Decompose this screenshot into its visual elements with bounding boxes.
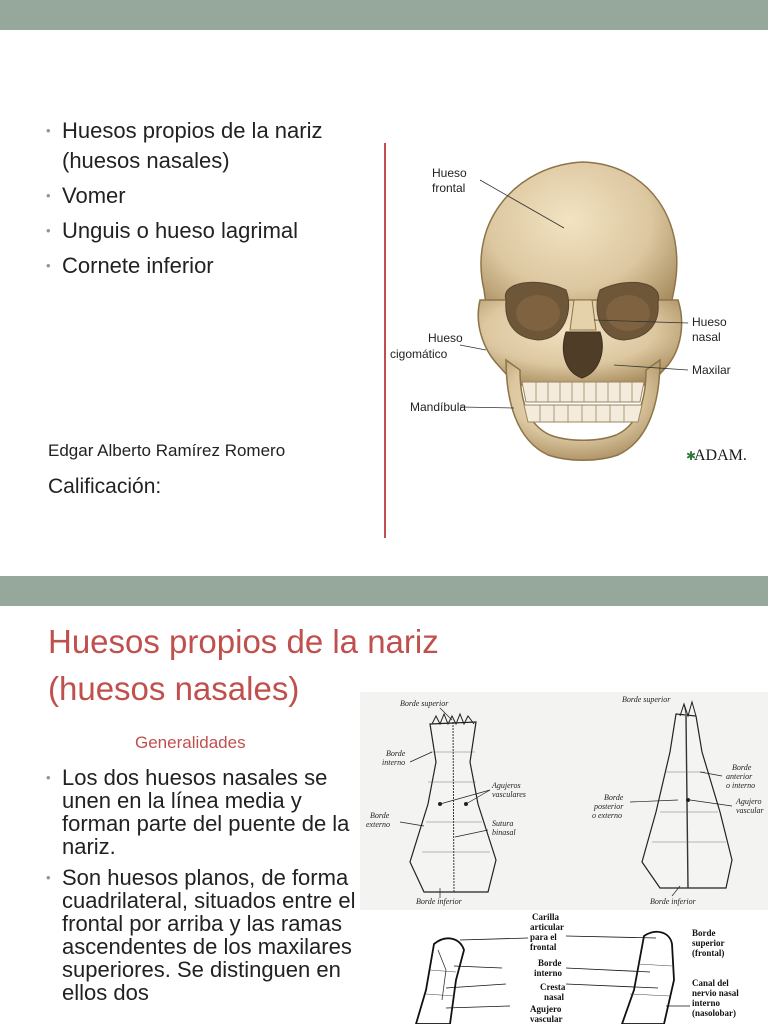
svg-text:Borde: Borde [732,763,752,772]
svg-text:binasal: binasal [492,828,516,837]
svg-text:articular: articular [530,922,564,932]
svg-text:(nasolobar): (nasolobar) [692,1008,737,1018]
svg-text:interno: interno [692,998,720,1008]
svg-text:Borde inferior: Borde inferior [416,897,462,906]
adam-logo: ADAM. [694,447,747,464]
svg-text:anterior: anterior [726,772,753,781]
svg-text:cigomático: cigomático [390,347,448,361]
svg-text:Sutura: Sutura [492,819,514,828]
svg-text:Mandíbula: Mandíbula [410,400,467,414]
bullet-dot-icon: • [46,223,51,238]
svg-text:Borde superior: Borde superior [622,695,671,704]
bullet-dot-icon: • [46,188,51,203]
slide2-title: Huesos propios de la nariz (huesos nasales) [48,623,439,707]
svg-text:o interno: o interno [726,781,756,790]
bullet-item: • Unguis o hueso lagrimal [46,216,376,246]
bullet-dot-icon: • [46,770,51,785]
bullet-item: • Son huesos planos, de forma cuadrilateral, situados entre el frontal por arriba y las ramas ascendentes de los maxilares superiores. Se distinguen en ellos dos [46,865,356,1005]
svg-text:Agujero: Agujero [736,797,762,806]
bullet-item: • Vomer [46,181,376,211]
svg-text:frontal: frontal [432,181,466,195]
svg-text:para el: para el [530,932,557,942]
svg-text:superior: superior [692,938,725,948]
slide-gap [0,562,768,576]
svg-text:vasculares: vasculares [492,790,526,799]
grade-label: Calificación: [48,475,162,498]
svg-text:nervio nasal: nervio nasal [692,988,739,998]
svg-text:o externo: o externo [592,811,622,820]
header-bar [0,576,768,606]
svg-text:Cresta: Cresta [540,982,566,992]
divider-line [384,143,386,538]
nasal-bone-figure-bottom [360,910,768,1024]
svg-text:Hueso: Hueso [692,315,727,329]
bullet-dot-icon: • [46,123,51,138]
svg-text:vascular: vascular [736,806,764,815]
svg-text:posterior: posterior [594,802,624,811]
svg-text:Borde inferior: Borde inferior [650,897,696,906]
bullet-dot-icon: • [46,258,51,273]
bullet-item: • Los dos huesos nasales se unen en la línea media y forman parte del puente de la nariz. [46,765,350,859]
svg-text:Agujero: Agujero [530,1004,562,1014]
bullet-item: • Cornete inferior [46,251,376,281]
svg-text:Borde: Borde [386,749,406,758]
slide2-bullet-list [46,766,364,1012]
svg-text:nasal: nasal [692,330,721,344]
svg-text:externo: externo [366,820,390,829]
svg-text:nasal: nasal [544,992,565,1002]
svg-text:Hueso: Hueso [428,331,463,345]
adam-star-icon: ✱ [686,449,697,463]
bullet-item: • Huesos propios de la nariz (huesos nasales) [46,118,323,173]
svg-text:(frontal): (frontal) [692,948,725,958]
svg-text:Maxilar: Maxilar [692,363,731,377]
slide2-subtitle: Generalidades [135,733,246,752]
svg-text:Agujeros: Agujeros [492,781,521,790]
svg-text:Borde: Borde [538,958,562,968]
svg-text:Borde superior: Borde superior [400,699,449,708]
bullet-dot-icon: • [46,870,51,885]
svg-text:Borde: Borde [370,811,390,820]
svg-text:interno: interno [534,968,562,978]
svg-text:vascular: vascular [530,1014,563,1024]
svg-text:Carilla: Carilla [532,912,559,922]
skull-illustration [388,150,768,480]
svg-text:Borde: Borde [604,793,624,802]
svg-text:Canal del: Canal del [692,978,729,988]
svg-text:Borde: Borde [692,928,716,938]
slide1-bullet-list [46,116,376,286]
nasal-bone-figure-top [360,692,768,910]
header-bar [0,0,768,30]
svg-text:frontal: frontal [530,942,557,952]
svg-text:interno: interno [382,758,406,767]
author-name: Edgar Alberto Ramírez Romero [48,441,286,460]
svg-text:Hueso: Hueso [432,166,467,180]
